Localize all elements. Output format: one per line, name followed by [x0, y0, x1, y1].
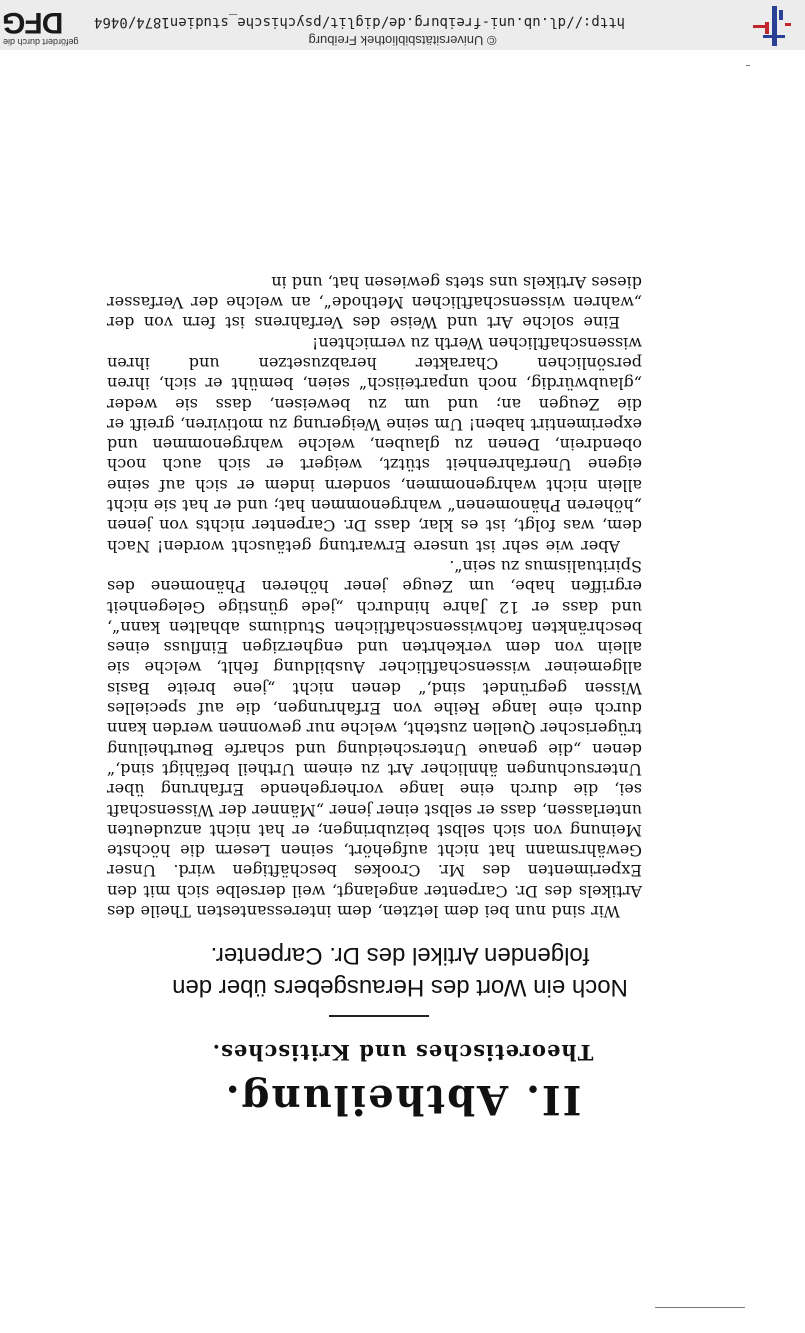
source-url[interactable]: http://dl.ub.uni-freiburg.de/diglit/psychische_studien1874/0464	[93, 14, 625, 30]
section-subheading: Theoretisches und Kritisches.	[211, 1040, 594, 1065]
dfg-wordmark: DFG	[3, 6, 64, 39]
footer-band	[0, 0, 805, 50]
scan-mark	[746, 65, 750, 66]
dfg-funded-by: gefördert durch die	[3, 37, 79, 47]
article-body	[107, 272, 642, 922]
scan-mark	[655, 1307, 745, 1308]
paragraph: Wir sind nun bei dem letzten, dem interessantesten Theile des Artikels des Dr. Carpenter angelangt, weil derselbe sich mit den Experimenten des Mr. Crookes beschäftigen wird. Unser Gewährsmann hat nicht aufgehört, seinen Lesern die höchste Meinung von sich selbst beizubringen; er hat nicht anzudeuten unterlassen, dass er selbst einer jener „Männer der Wissenschaft sei, die durch eine lange vorhergehende Erfahrung über Untersuchungen ähnlicher Art zu einem Urtheil befähigt sind,“ denen „die genaue Unterscheidung und scharfe Beurtheilung trügerischer Quellen zusteht, welche nur gewonnen werden kann durch eine lange Reihe von Erfahrungen, die auf specielles Wissen gegründet sind,“ denen nicht „jene breite Basis allgemeiner wissenschaftlicher Ausbildung fehlt, welche sie allein von dem verkehrten und engherzigen Einfluss eines beschränkten fachwissenschaftlichen Studiums abhalten kann“, und dass er 12 Jahre hindurch „jede günstige Gelegenheit ergriffen habe, um Zeuge jener höheren Phänomene des Spiritualismus zu sein“.	[107, 556, 642, 921]
paragraph: Eine solche Art und Weise des Verfahrens ist fern von der „wahren wissenschaftlichen Methode“, an welche der Verfasser dieses Artikels uns stets gewiesen hat, und in	[107, 272, 642, 333]
section-heading: II. Abtheilung.	[223, 1076, 582, 1123]
divider-rule	[329, 1015, 429, 1017]
dfg-logo	[3, 7, 89, 47]
paragraph: Aber wie sehr ist unsere Erwartung getäuscht worden! Nach dem, was folgt, ist es klar, dass Dr. Carpenter nichts von jenen „höheren Phänomenen“ wahrgenommen hat; und er hat sie nicht allein nicht wahrgenommen, sondern indem er sich auf seine eigene Unerfahrenheit stützt, weigert er sich auch noch obendrein, Denen zu glauben, welche wahrgenommen und experimentirt haben! Um seine Weigerung zu motiviren, greift er die Zeugen an; und um zu beweisen, dass sie weder „glaubwürdig, noch unparteiisch“ seien, bemüht er sich, ihren persönlichen Charakter herabzusetzen und ihren wissenschaftlichen Werth zu vernichten!	[107, 333, 642, 556]
library-credit: © Universitätsbibliothek Freiburg	[308, 33, 497, 48]
article-title: Noch ein Wort des Herausgebers über den folgenden Artikel des Dr. Carpenter.	[172, 942, 628, 1001]
